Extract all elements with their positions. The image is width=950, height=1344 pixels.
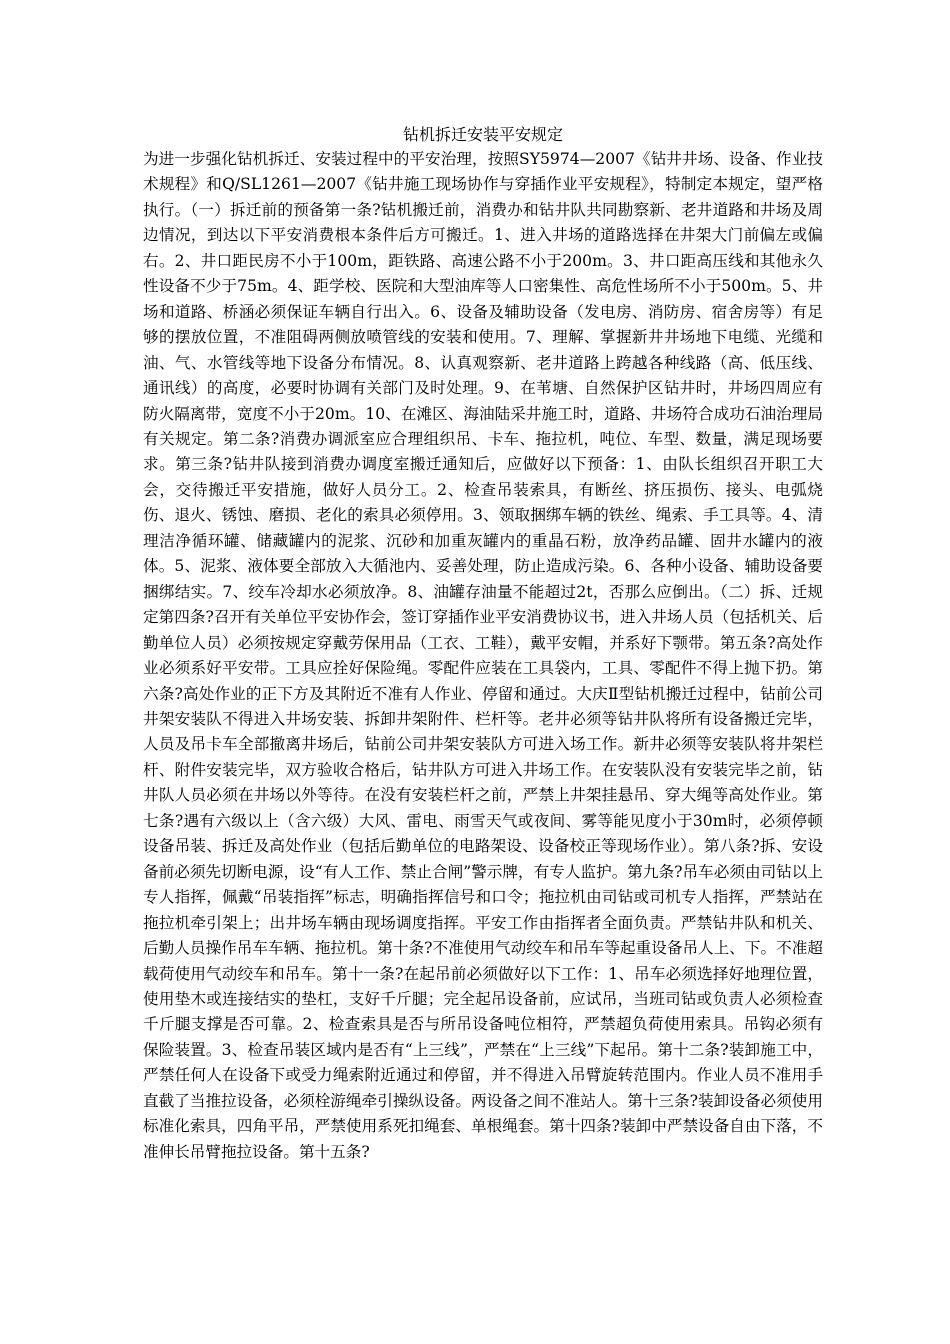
document-page bbox=[143, 122, 823, 1165]
document-title: 钻机拆迁安装平安规定 bbox=[402, 125, 563, 144]
document-body-text: 为进一步强化钻机拆迁、安装过程中的平安治理，按照SY5974—2007《钻井井场、设备、作业技术规程》和Q/SL1261—2007《钻井施工现场协作与穿插作业平安规程》，特制定本规定，望严格执行。（一）拆迁前的预备第一条?钻机搬迁前，消费办和钻井队共同勘察新、老井道路和井场及周边情况，到达以下平安消费根本条件后方可搬迁。1、进入井场的道路选择在井架大门前偏左或偏右。2、井口距民房不小于100m，距铁路、高速公路不小于200m。3、井口距高压线和其他永久性设备不少于75m。4、距学校、医院和大型油库等人口密集性、高危性场所不小于500m。5、井场和道路、桥涵必须保证车辆自行出入。6、设备及辅助设备（发电房、消防房、宿舍房等）有足够的摆放位置，不准阻碍两侧放喷管线的安装和使用。7、理解、掌握新井井场地下电缆、光缆和油、气、水管线等地下设备分布情况。8、认真观察新、老井道路上跨越各种线路（高、低压线、通讯线）的高度，必要时协调有关部门及时处理。9、在苇塘、自然保护区钻井时，井场四周应有防火隔离带，宽度不小于20m。10、在滩区、海油陆采井施工时，道路、井场符合成功石油治理局有关规定。第二条?消费办调派室应合理组织吊、卡车、拖拉机，吨位、车型、数量，满足现场要求。第三条?钻井队接到消费办调度室搬迁通知后，应做好以下预备：1、由队长组织召开职工大会，交待搬迁平安措施，做好人员分工。2、检查吊装索具，有断丝、挤压损伤、接头、电弧烧伤、退火、锈蚀、磨损、老化的索具必须停用。3、领取捆绑车辆的铁丝、绳索、手工具等。4、清理洁净循环罐、储藏罐内的泥浆、沉砂和加重灰罐内的重晶石粉，放净药品罐、固井水罐内的液体。5、泥浆、液体要全部放入大循池内、妥善处理，防止造成污染。6、各种小设备、辅助设备要捆绑结实。7、绞车冷却水必须放净。8、油罐存油量不能超过2t，否那么应倒出。（二）拆、迁规定第四条?召开有关单位平安协作会，签订穿插作业平安消费协议书，进入井场人员（包括机关、后勤单位人员）必须按规定穿戴劳保用品（工衣、工鞋），戴平安帽，并系好下颚带。第五条?高处作业必须系好平安带。工具应拴好保险绳。零配件应装在工具袋内，工具、零配件不得上抛下扔。第六条?高处作业的正下方及其附近不准有人作业、停留和通过。大庆Ⅱ型钻机搬迁过程中，钻前公司井架安装队不得进入井场安装、拆卸井架附件、栏杆等。老井必须等钻井队将所有设备搬迁完毕，人员及吊卡车全部撤离井场后，钻前公司井架安装队方可进入场工作。新井必须等安装队将井架栏杆、附件安装完毕，双方验收合格后，钻井队方可进入井场工作。在安装队没有安装完毕之前，钻井队人员必须在井场以外等待。在没有安装栏杆之前，严禁上井架挂悬吊、穿大绳等高处作业。第七条?遇有六级以上（含六级）大风、雷电、雨雪天气或夜间、雾等能见度小于30m时，必须停顿设备吊装、拆迁及高处作业（包括后勤单位的电路架设、设备校正等现场作业）。第八条?拆、安设备前必须先切断电源，设“有人工作、禁止合闸”警示牌，有专人监护。第九条?吊车必须由司钻以上专人指挥，佩戴“吊装指挥”标志，明确指挥信号和口令；拖拉机由司钻或司机专人指挥，严禁站在拖拉机牵引架上；出井场车辆由现场调度指挥。平安工作由指挥者全面负责。严禁钻井队和机关、后勤人员操作吊车车辆、拖拉机。第十条?不准使用气动绞车和吊车等起重设备吊人上、下。不准超载荷使用气动绞车和吊车。第十一条?在起吊前必须做好以下工作：1、吊车必须选择好地理位置，使用垫木或连接结实的垫杠，支好千斤腿；完全起吊设备前，应试吊，当班司钻或负责人必须检查千斤腿支撑是否可靠。2、检查索具是否与所吊设备吨位相符，严禁超负荷使用索具。吊钩必须有保险装置。3、检查吊装区域内是否有“上三线”，严禁在“上三线”下起吊。第十二条?装卸施工中，严禁任何人在设备下或受力绳索附近通过和停留，并不得进入吊臂旋转范围内。作业人员不准用手直截了当推拉设备，必须栓游绳牵引操纵设备。两设备之间不准站人。第十三条?装卸设备必须使用标准化索具，四角平吊，严禁使用系死扣绳套、单根绳套。第十四条?装卸中严禁设备自由下落，不准伸长吊臂拖拉设备。第十五条? bbox=[143, 150, 823, 1161]
